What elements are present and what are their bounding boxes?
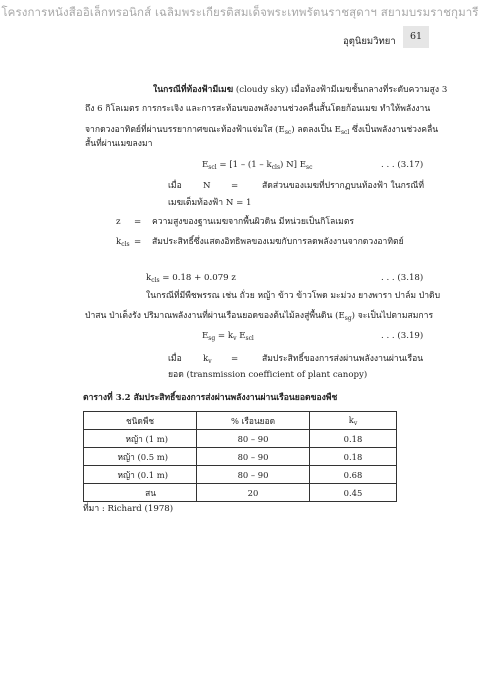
text: จากดวงอาทิตย์ที่ผ่านบรรยากาศขณะท้องฟ้าแจ่มใส (E xyxy=(85,125,285,135)
definition-text: สัดส่วนของเมฆที่ปรากฏบนท้องฟ้า ในกรณีที่ xyxy=(262,181,425,191)
paragraph-line xyxy=(85,310,433,325)
where-label: เมื่อ xyxy=(168,181,182,191)
table-cell: 20 xyxy=(197,484,310,502)
definition-text: สัมประสิทธิ์ของการส่งผ่านพลังงานผ่านเรือน xyxy=(262,354,424,364)
equation-3-17 xyxy=(202,160,312,171)
text: ) จะเป็นไปตามสมการ xyxy=(351,311,434,321)
subscript: v xyxy=(233,335,237,342)
subscript: cls xyxy=(121,241,130,248)
equation-number: . . . (3.19) xyxy=(381,331,424,341)
paragraph-line xyxy=(85,124,438,139)
equals-sign: = xyxy=(231,354,239,364)
subscript: sg xyxy=(344,315,352,322)
definition-text: ความสูงของฐานเมฆจากพื้นผิวดิน มีหน่วยเป็นกิโลเมตร xyxy=(152,217,355,227)
table-cell: 0.68 xyxy=(310,466,397,484)
table-row xyxy=(84,430,397,448)
definition-text: สัมประสิทธิ์ซึ่งแสดงอิทธิพลของเมฆกับการลดพลังงานจากดวงอาทิตย์ xyxy=(152,237,404,247)
subscript: scl xyxy=(340,129,350,136)
table-row xyxy=(84,466,397,484)
symbol: E xyxy=(202,160,209,170)
page-number: 61 xyxy=(403,26,429,48)
text: ) ลดลงเป็น E xyxy=(291,125,341,135)
paragraph-line: ถึง 6 กิโลเมตร การกระเจิง และการสะท้อนของพลังงานช่วงคลื่นสั้นโดยก้อนเมฆ ทำให้พลังงาน xyxy=(85,104,431,114)
definition-text: ยอด (transmission coefficient of plant canopy) xyxy=(168,370,368,380)
table-caption xyxy=(83,392,337,404)
ebook-banner: โครงการหนังสืออิเล็กทรอนิกส์ เฉลิมพระเกียรติสมเด็จพระเทพรัตนราชสุดาฯ สยามบรมราชกุมารี xyxy=(1,5,479,19)
subscript: sc xyxy=(284,129,292,136)
symbol: k xyxy=(116,237,122,247)
equation-text: = 0.18 + 0.079 z xyxy=(159,273,236,283)
equation-number: . . . (3.17) xyxy=(381,160,424,170)
bold-lead: ในกรณีที่ท้องฟ้ามีเมฆ xyxy=(153,85,234,95)
table-cell: หญ้า (0.5 m) xyxy=(84,448,197,466)
equals-sign: = xyxy=(134,217,142,227)
equation-3-18 xyxy=(146,273,236,284)
equation-text: ) N] E xyxy=(280,160,307,170)
running-header-title: อุตุนิยมวิทยา xyxy=(343,36,396,47)
subscript: sc xyxy=(306,164,313,171)
equals-sign: = xyxy=(134,237,142,247)
equation-3-19 xyxy=(202,331,254,342)
subscript: v xyxy=(208,358,212,365)
equals-sign: = xyxy=(231,181,239,191)
column-header: ชนิดพืช xyxy=(84,412,197,430)
equation-text: = k xyxy=(215,331,234,341)
column-header xyxy=(310,412,397,430)
subscript: cls xyxy=(151,277,160,284)
paragraph-line xyxy=(153,84,447,96)
table-cell: สน xyxy=(84,484,197,502)
subscript: cls xyxy=(271,164,281,171)
table-cell: 0.45 xyxy=(310,484,397,502)
table-source: ที่มา : Richard (1978) xyxy=(83,504,174,514)
where-label: เมื่อ xyxy=(168,354,182,364)
table-header-row xyxy=(84,412,397,430)
variable: N xyxy=(203,181,211,191)
transmission-coefficient-table xyxy=(83,411,397,502)
table-cell: 80 – 90 xyxy=(197,430,310,448)
paragraph-line: ในกรณีที่มีพืชพรรณ เช่น ถั่วย หญ้า ข้าว ข้าวโพด มะม่วง ยางพารา ปาล์ม ป่าดิบ xyxy=(146,291,441,301)
definition-text: เมฆเต็มท้องฟ้า N = 1 xyxy=(168,198,252,208)
table-cell: 80 – 90 xyxy=(197,466,310,484)
variable: z xyxy=(116,217,121,227)
symbol: E xyxy=(202,331,209,341)
table-cell: 0.18 xyxy=(310,430,397,448)
variable xyxy=(116,236,130,251)
column-header: % เรือนยอด xyxy=(197,412,310,430)
equation-text: = [1 – (1 – k xyxy=(216,160,272,170)
subscript: v xyxy=(353,419,358,427)
table-cell: หญ้า (1 m) xyxy=(84,430,197,448)
table-row xyxy=(84,484,397,502)
text: ป่าสน ป่าเต็งรัง ปริมาณพลังงานที่ผ่านเรือนยอดของต้นไม้ลงสู่พื้นดิน (E xyxy=(85,311,345,321)
subscript: sg xyxy=(208,335,216,342)
symbol: k xyxy=(348,414,354,425)
caption-label: ตารางที่ 3.2 xyxy=(83,393,131,403)
equation-text: E xyxy=(236,331,246,341)
caption-text: สัมประสิทธิ์ของการส่งผ่านพลังงานผ่านเรือนยอดของพืช xyxy=(130,393,338,403)
table-cell: หญ้า (0.1 m) xyxy=(84,466,197,484)
table-cell: 80 – 90 xyxy=(197,448,310,466)
text: ซึ่งเป็นพลังงานช่วงคลื่น xyxy=(349,125,439,135)
text: (cloudy sky) เมื่อท้องฟ้ามีเมฆชั้นกลางที่ระดับความสูง 3 xyxy=(235,85,448,95)
subscript: scl xyxy=(245,335,254,342)
symbol: k xyxy=(203,354,209,364)
symbol: k xyxy=(146,273,152,283)
variable xyxy=(203,353,212,368)
equation-number: . . . (3.18) xyxy=(381,273,424,283)
table-row xyxy=(84,448,397,466)
paragraph-line: สั้นที่ผ่านเมฆลงมา xyxy=(85,139,153,149)
subscript: scl xyxy=(208,164,217,171)
table-cell: 0.18 xyxy=(310,448,397,466)
